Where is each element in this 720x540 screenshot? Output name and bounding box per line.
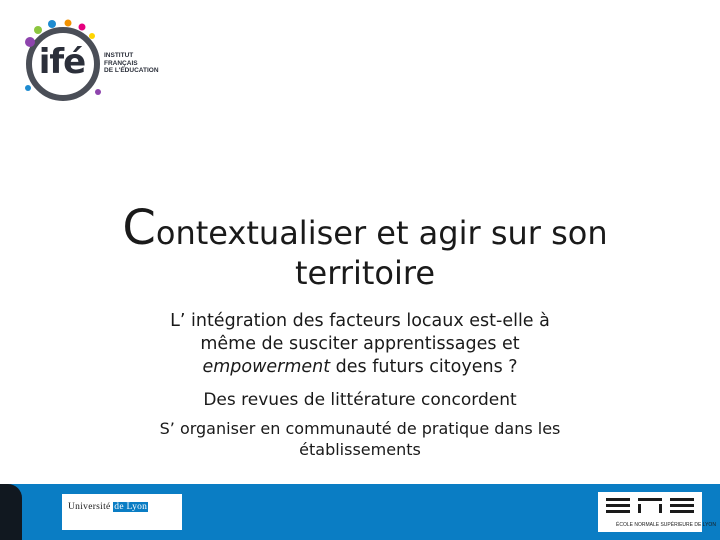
title-rest: ontextualiser et agir sur son — [155, 214, 608, 252]
title-line-2: territoire — [294, 254, 436, 292]
logo-caption-line: DE L'ÉDUCATION — [104, 67, 159, 74]
ife-logo — [18, 18, 178, 108]
body-text: des futurs citoyens ? — [330, 357, 518, 377]
logo-caption — [104, 52, 184, 75]
ens-logo-icon — [598, 492, 702, 522]
logo-wordmark: ifé — [38, 42, 86, 82]
body-line: Des revues de littérature concordent — [203, 390, 517, 410]
logo-caption-line: FRANÇAIS — [104, 59, 138, 67]
body-emphasis: empowerment — [202, 357, 331, 377]
universite-de-lyon-text — [68, 502, 148, 512]
universite-de-lyon-logo — [62, 494, 182, 530]
logo-caption-line: INSTITUT — [104, 52, 134, 59]
body-line: S’ organiser en communauté de pratique dans les — [159, 419, 561, 438]
title-initial: C — [122, 200, 156, 256]
title-line-1 — [70, 200, 660, 256]
ens-caption: ÉCOLE NORMALE SUPÉRIEURE DE LYON — [616, 522, 716, 528]
slide-title — [70, 200, 660, 293]
body-line: même de susciter apprentissages et — [200, 334, 520, 354]
body-line — [100, 356, 620, 379]
slide-body — [100, 310, 620, 460]
univ-name-part1: Université — [68, 502, 111, 512]
footer-corner — [0, 484, 22, 540]
univ-name-part2: de Lyon — [114, 502, 148, 512]
body-line: L’ intégration des facteurs locaux est-elle à — [170, 311, 550, 331]
body-line: établissements — [299, 440, 421, 459]
